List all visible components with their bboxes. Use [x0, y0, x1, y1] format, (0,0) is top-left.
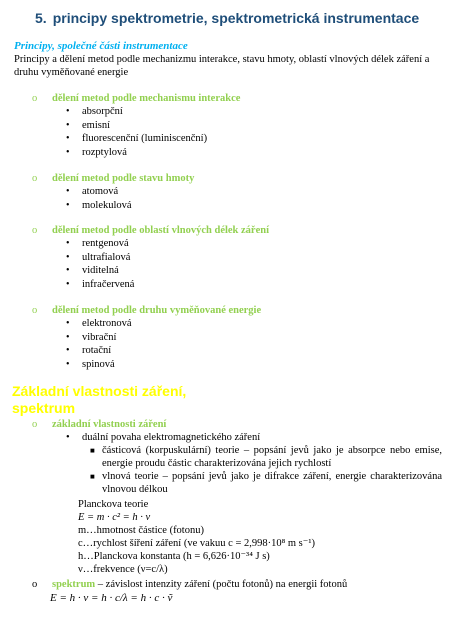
list-item: • viditelná: [66, 265, 119, 277]
list-item: • rotační: [66, 345, 112, 357]
list-item: • ultrafialová: [66, 251, 131, 263]
bullet-icon: •: [66, 265, 70, 277]
subheading: Principy, společné části instrumentace: [14, 40, 188, 52]
list-item: • duální povaha elektromagnetického záření: [66, 432, 261, 443]
section-items: [32, 317, 261, 371]
page-title: [35, 10, 419, 26]
spectrum-text: – závislost intenzity záření (počtu fotonů) na energii fotonů: [95, 579, 348, 590]
bullet-icon: •: [66, 146, 70, 158]
section-title: základní vlastnosti záření: [52, 419, 167, 430]
planck-label: Planckova teorie: [78, 499, 149, 510]
spectrum-definition: [32, 578, 442, 591]
bullet-icon: •: [66, 106, 70, 117]
section-items: [32, 105, 240, 159]
speed-definition: c…rychlost šíření záření (ve vakuu c = 2,998·10⁸ m s⁻¹): [78, 538, 315, 549]
list-item: • vibrační: [66, 331, 117, 343]
circle-bullet-icon: o: [32, 93, 38, 104]
bullet-icon: •: [66, 318, 70, 329]
list-item: • rentgenová: [66, 238, 129, 249]
chapter-number: 5.: [35, 10, 47, 26]
list-item: • rozptylová: [66, 146, 127, 158]
circle-bullet-icon: o: [32, 305, 38, 316]
bullet-icon: •: [66, 119, 70, 131]
square-bullet-icon: ■: [90, 446, 95, 455]
section-title: dělení metod podle druhu vyměňované energie: [52, 305, 262, 316]
energy-formula: E = h · ν = h · c/λ = h · c · ṽ: [50, 592, 173, 604]
bullet-icon: •: [66, 133, 70, 145]
list-item: ■ vlnová teorie – popsání jevů jako je difrakce záření, energie charakterizována vlnovou délkou: [90, 471, 442, 495]
bullet-icon: •: [66, 278, 70, 290]
list-item: • elektronová: [66, 318, 132, 329]
section-items: [32, 237, 269, 291]
bullet-icon: •: [66, 238, 70, 249]
circle-bullet-icon: o: [32, 173, 38, 184]
bullet-icon: •: [66, 331, 70, 343]
planck-formula: E = m · c² = h · ν: [78, 512, 151, 523]
section-heading-radiation: Základní vlastnosti záření, spektrum: [12, 383, 187, 416]
circle-bullet-icon: o: [32, 579, 38, 590]
frequency-definition: ν…frekvence (ν=c/λ): [78, 564, 168, 575]
square-bullet-icon: ■: [90, 472, 95, 481]
mass-definition: m…hmotnost částice (fotonu): [78, 525, 204, 536]
list-item: • fluorescenční (luminiscenční): [66, 133, 208, 145]
bullet-icon: •: [66, 432, 70, 443]
section-title: dělení metod podle stavu hmoty: [52, 173, 195, 184]
list-item: • emisní: [66, 119, 110, 131]
spectrum-keyword: spektrum: [52, 579, 96, 590]
list-item: • spinová: [66, 358, 115, 370]
section-wavelength: [32, 224, 269, 291]
section-matter-state: [32, 172, 194, 212]
planck-constant-definition: h…Planckova konstanta (h = 6,626·10⁻³⁴ J s): [78, 551, 270, 562]
list-item: • atomová: [66, 186, 119, 197]
circle-bullet-icon: o: [32, 419, 38, 430]
list-item: • absorpční: [66, 106, 123, 117]
circle-bullet-icon: o: [32, 225, 38, 236]
intro-paragraph: Principy a dělení metod podle mechanizmu interakce, stavu hmoty, oblastí vlnových délek záření a druhu vyměňované energie: [14, 54, 430, 78]
section-title: dělení metod podle oblastí vlnových délek záření: [52, 225, 270, 236]
bullet-icon: •: [66, 345, 70, 357]
bullet-icon: •: [66, 251, 70, 263]
chapter-title: principy spektrometrie, spektrometrická instrumentace: [52, 10, 420, 26]
bullet-icon: •: [66, 186, 70, 197]
section-energy: [32, 304, 261, 371]
section-items: [32, 185, 194, 212]
section-interaction: [32, 92, 240, 159]
bullet-icon: •: [66, 199, 70, 211]
list-item: • molekulová: [66, 199, 132, 211]
basic-properties-block: [32, 418, 442, 591]
section-title: dělení metod podle mechanismu interakce: [52, 93, 241, 104]
list-item: ■ částicová (korpuskulární) teorie – popsání jevů jako je absorpce nebo emise, energie proudu částic charakterizována jejich rychlostí: [90, 445, 442, 469]
bullet-icon: •: [66, 358, 70, 370]
list-item: • infračervená: [66, 278, 135, 290]
